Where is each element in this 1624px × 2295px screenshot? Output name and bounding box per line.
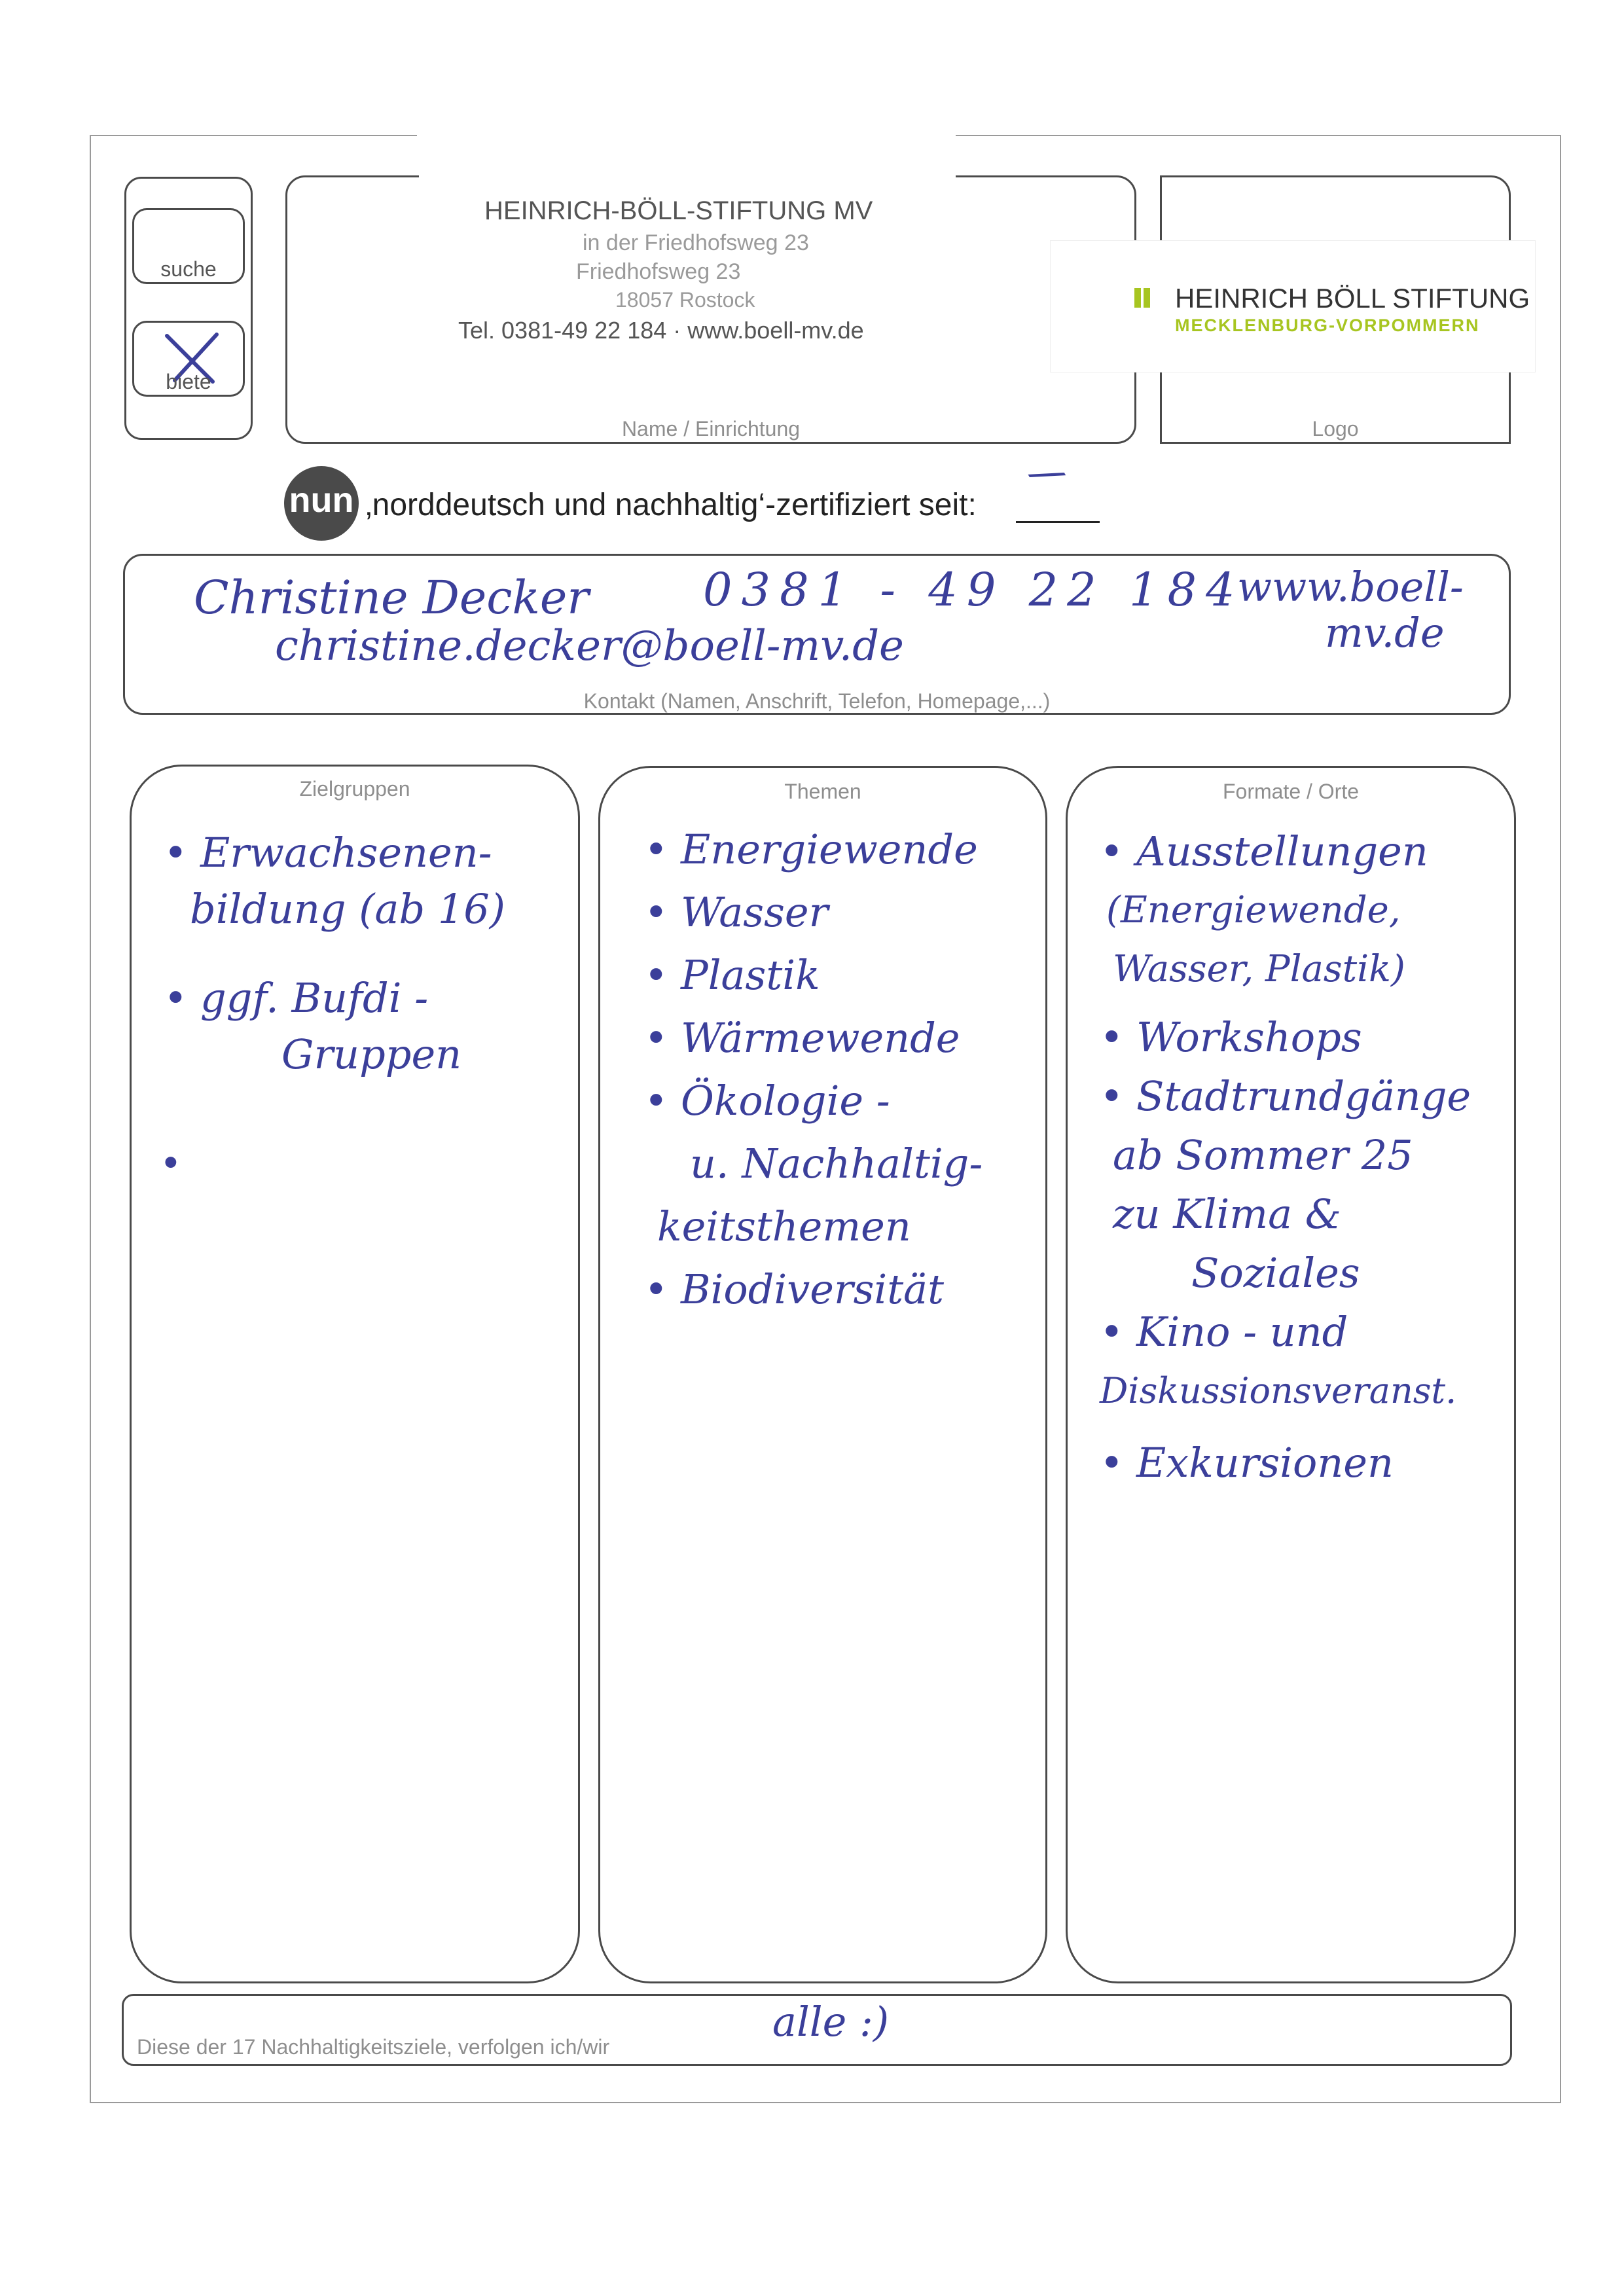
zielgruppen-label: Zielgruppen: [299, 777, 410, 801]
logo-subtitle: MECKLENBURG-VORPOMMERN: [1175, 316, 1480, 335]
list-item: • Workshops: [1100, 1008, 1471, 1067]
offer-tab-label: biete: [166, 370, 211, 393]
name-label: Name / Einrichtung: [621, 417, 801, 441]
zielgruppen-list: [164, 825, 505, 1083]
list-item: Gruppen: [281, 1030, 462, 1078]
goals-answer: alle :): [772, 1998, 890, 2046]
cert-text: ‚norddeutsch und nachhaltig‘-zertifiziert seit:: [365, 488, 977, 522]
list-item: • Wasser: [644, 881, 983, 944]
stamp-line-2: in der Friedhofsweg 23: [583, 230, 809, 255]
list-item: u. Nachhaltig-: [690, 1140, 983, 1187]
themen-list: [644, 818, 983, 1321]
list-item: • Kino - und: [1100, 1303, 1471, 1362]
search-tab-label: suche: [160, 257, 217, 281]
list-item: Wasser, Plastik): [1113, 948, 1405, 990]
goals-label: Diese der 17 Nachhaltigkeitsziele, verfolgen ich/wir: [137, 2035, 610, 2059]
offer-tab[interactable]: [132, 321, 245, 397]
list-item: Diskussionsveranst.: [1100, 1370, 1457, 1411]
search-tab[interactable]: [132, 208, 245, 284]
list-item: • Plastik: [644, 944, 983, 1007]
cert-date-underline: [1016, 521, 1100, 523]
list-item: ab Sommer 25: [1113, 1131, 1413, 1179]
logo-label: Logo: [1312, 417, 1359, 441]
list-item: • Wärmewende: [644, 1007, 983, 1070]
list-item: • Stadtrundgänge: [1100, 1067, 1471, 1126]
cert-date-mark: /: [1024, 457, 1071, 492]
contact-email: christine.decker@boell-mv.de: [275, 622, 904, 670]
formate-label: Formate / Orte: [1222, 780, 1360, 803]
contact-name: Christine Decker: [194, 571, 589, 624]
logo-title: HEINRICH BÖLL STIFTUNG: [1175, 283, 1530, 314]
list-item: • ggf. Bufdi -: [164, 970, 505, 1026]
list-item: • Ausstellungen: [1100, 822, 1471, 881]
list-item: (Energiewende,: [1106, 889, 1401, 931]
list-item: • Exkursionen: [1100, 1434, 1471, 1492]
address-stamp: [419, 170, 956, 367]
form-frame-top-left: [90, 135, 417, 136]
nun-badge-text: nun: [289, 480, 354, 520]
nun-badge: [284, 466, 359, 541]
stamp-line-3: Friedhofsweg 23: [576, 259, 741, 284]
formate-list: [1100, 822, 1471, 1492]
stamp-line-5: Tel. 0381-49 22 184 · www.boell-mv.de: [458, 317, 864, 344]
list-item: • Ökologie -: [644, 1070, 983, 1132]
themen-label: Themen: [784, 780, 861, 803]
contact-phone: 0381 - 49 22 184: [703, 563, 1244, 617]
logo-sticker: [1051, 241, 1535, 372]
contact-web-line-2: mv.de: [1325, 609, 1445, 657]
form-frame-top-right: [956, 135, 1561, 136]
contact-web-line-1: www.boell-: [1237, 563, 1464, 611]
list-item: • Erwachsenen-: [164, 825, 505, 881]
empty-bullet: •: [164, 1140, 178, 1185]
list-item: • Energiewende: [644, 818, 983, 881]
contact-label: Kontakt (Namen, Anschrift, Telefon, Homepage,...): [583, 689, 1051, 713]
list-item: Soziales: [1191, 1249, 1360, 1297]
logo-mark: [1134, 288, 1151, 308]
stamp-line-4: 18057 Rostock: [615, 288, 755, 312]
stamp-line-1: HEINRICH-BÖLL-STIFTUNG MV: [484, 196, 873, 225]
list-item: • Biodiversität: [644, 1258, 983, 1321]
list-item: zu Klima &: [1113, 1190, 1341, 1238]
list-item: bildung (ab 16): [190, 885, 505, 933]
list-item: keitsthemen: [657, 1202, 911, 1250]
